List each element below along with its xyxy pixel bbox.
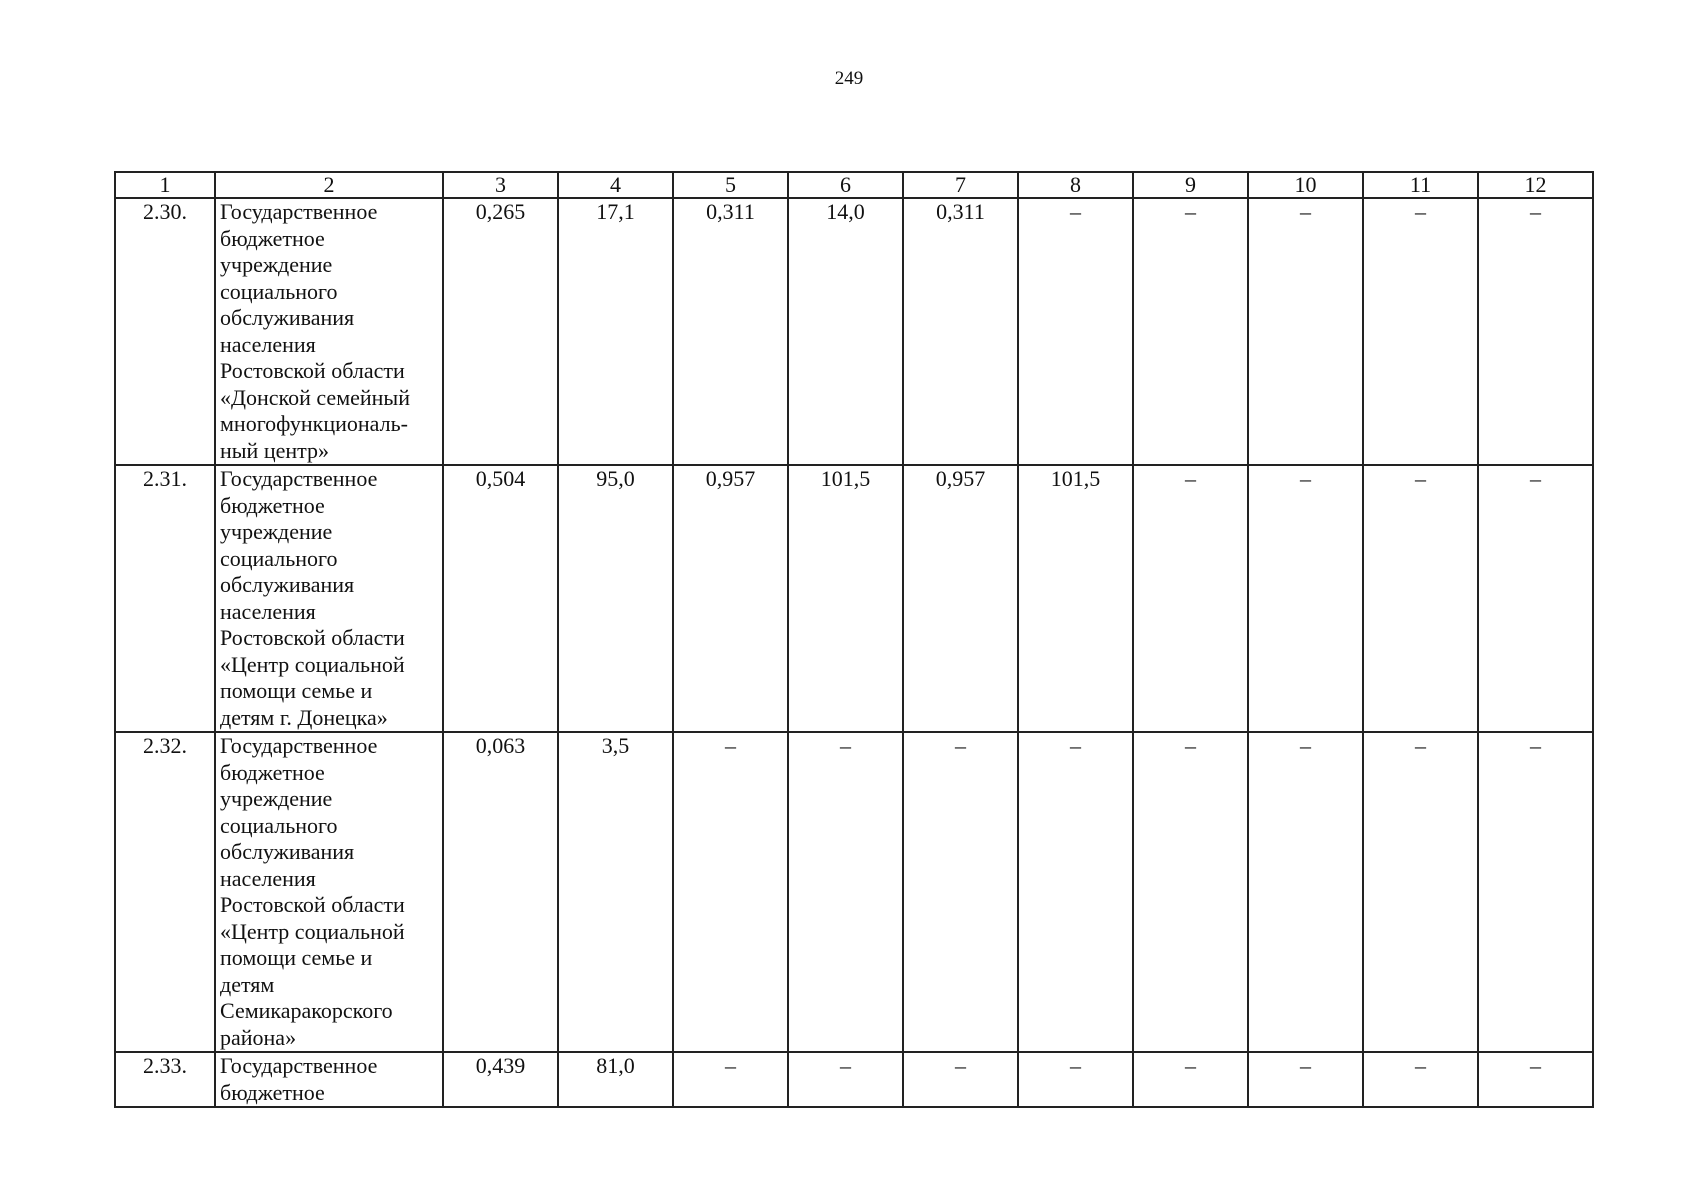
table-row xyxy=(115,732,1593,1052)
cell-value: – xyxy=(1133,465,1248,732)
cell-value: – xyxy=(1478,198,1593,465)
cell-value: – xyxy=(1018,732,1133,1052)
cell-value: – xyxy=(1133,1052,1248,1107)
name-line: населения xyxy=(220,598,316,624)
cell-value: – xyxy=(1248,732,1363,1052)
cell-value: – xyxy=(1363,465,1478,732)
page-number: 249 xyxy=(834,68,864,89)
cell-value: – xyxy=(1363,198,1478,465)
name-line: Государственное xyxy=(220,199,378,224)
cell-value: – xyxy=(1248,198,1363,465)
cell-value: 101,5 xyxy=(1018,465,1133,732)
name-line: Ростовской области xyxy=(220,892,405,917)
name-line: помощи семье и xyxy=(220,678,373,703)
cell-value: – xyxy=(1248,1052,1363,1107)
column-header: 10 xyxy=(1248,172,1363,198)
name-line: учреждение xyxy=(220,519,333,544)
name-line: социального xyxy=(220,278,338,304)
cell-value: – xyxy=(1018,1052,1133,1107)
column-header: 1 xyxy=(115,172,215,198)
institution-name xyxy=(215,465,443,732)
data-table xyxy=(114,171,1594,1108)
institution-name xyxy=(215,198,443,465)
cell-value: – xyxy=(673,1052,788,1107)
name-line: обслуживания xyxy=(220,839,355,864)
name-line: многофункциональ- xyxy=(220,411,408,436)
row-id: 2.32. xyxy=(115,732,215,1052)
column-header: 2 xyxy=(215,172,443,198)
name-line: бюджетное xyxy=(220,225,325,251)
name-line: обслуживания xyxy=(220,572,355,597)
cell-value: – xyxy=(1133,198,1248,465)
name-line: Ростовской области xyxy=(220,625,405,650)
name-line: ный центр» xyxy=(220,437,330,463)
cell-value: 0,957 xyxy=(673,465,788,732)
cell-value: – xyxy=(1018,198,1133,465)
cell-value: – xyxy=(1133,732,1248,1052)
cell-value: 0,311 xyxy=(903,198,1018,465)
institution-name xyxy=(215,732,443,1052)
cell-value: – xyxy=(1478,1052,1593,1107)
column-header: 9 xyxy=(1133,172,1248,198)
table-row xyxy=(115,198,1593,465)
cell-value: 14,0 xyxy=(788,198,903,465)
name-line: Семикаракорского xyxy=(220,998,393,1023)
name-line: населения xyxy=(220,865,316,891)
name-line: социального xyxy=(220,812,338,838)
cell-value: 101,5 xyxy=(788,465,903,732)
cell-value: 0,063 xyxy=(443,732,558,1052)
cell-value: 0,265 xyxy=(443,198,558,465)
row-id: 2.33. xyxy=(115,1052,215,1107)
name-line: района» xyxy=(220,1024,297,1050)
column-header: 8 xyxy=(1018,172,1133,198)
column-header: 11 xyxy=(1363,172,1478,198)
table-row xyxy=(115,1052,1593,1107)
name-line: Государственное xyxy=(220,466,378,491)
name-line: Ростовской области xyxy=(220,358,405,383)
cell-value: – xyxy=(903,1052,1018,1107)
name-line: помощи семье и xyxy=(220,945,373,970)
name-line: детям г. Донецка» xyxy=(220,704,388,730)
name-line: социального xyxy=(220,545,338,571)
name-line: «Донской семейный xyxy=(220,384,410,410)
cell-value: – xyxy=(788,1052,903,1107)
table-header-row xyxy=(115,172,1593,198)
name-line: детям xyxy=(220,971,275,997)
cell-value: 3,5 xyxy=(558,732,673,1052)
cell-value: 0,504 xyxy=(443,465,558,732)
column-header: 3 xyxy=(443,172,558,198)
cell-value: – xyxy=(673,732,788,1052)
cell-value: – xyxy=(788,732,903,1052)
table-row xyxy=(115,465,1593,732)
name-line: учреждение xyxy=(220,786,333,811)
column-header: 4 xyxy=(558,172,673,198)
column-header: 12 xyxy=(1478,172,1593,198)
name-line: обслуживания xyxy=(220,305,355,330)
column-header: 6 xyxy=(788,172,903,198)
name-line: «Центр социальной xyxy=(220,918,405,944)
row-id: 2.31. xyxy=(115,465,215,732)
cell-value: – xyxy=(1478,465,1593,732)
cell-value: – xyxy=(1478,732,1593,1052)
name-line: Государственное xyxy=(220,1053,378,1078)
cell-value: 0,439 xyxy=(443,1052,558,1107)
cell-value: 95,0 xyxy=(558,465,673,732)
name-line: учреждение xyxy=(220,252,333,277)
column-header: 5 xyxy=(673,172,788,198)
cell-value: 17,1 xyxy=(558,198,673,465)
column-header: 7 xyxy=(903,172,1018,198)
name-line: бюджетное xyxy=(220,1079,325,1105)
name-line: Государственное xyxy=(220,733,378,758)
cell-value: 81,0 xyxy=(558,1052,673,1107)
row-id: 2.30. xyxy=(115,198,215,465)
cell-value: – xyxy=(1363,732,1478,1052)
name-line: населения xyxy=(220,331,316,357)
cell-value: – xyxy=(903,732,1018,1052)
name-line: бюджетное xyxy=(220,759,325,785)
cell-value: – xyxy=(1248,465,1363,732)
cell-value: – xyxy=(1363,1052,1478,1107)
name-line: бюджетное xyxy=(220,492,325,518)
cell-value: 0,311 xyxy=(673,198,788,465)
name-line: «Центр социальной xyxy=(220,651,405,677)
cell-value: 0,957 xyxy=(903,465,1018,732)
institution-name xyxy=(215,1052,443,1107)
